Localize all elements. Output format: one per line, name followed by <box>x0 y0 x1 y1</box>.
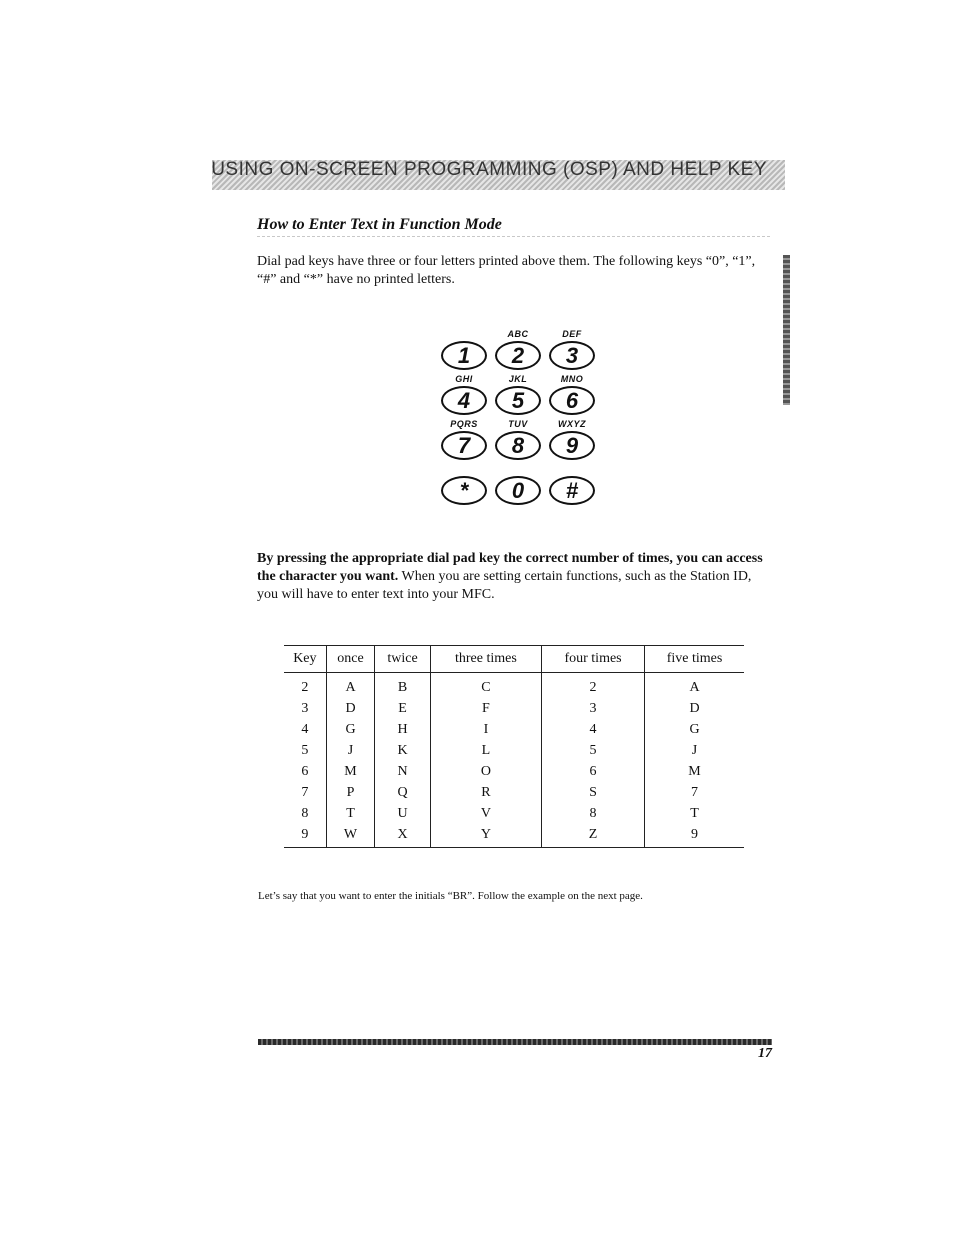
table-cell: 9 <box>284 824 326 848</box>
key-letters: WXYZ <box>558 419 586 429</box>
table-row <box>284 673 744 699</box>
table-cell: 2 <box>542 673 645 699</box>
table-cell: 3 <box>301 701 309 716</box>
table-cell: G <box>645 719 744 740</box>
table-cell: S <box>542 782 645 803</box>
key-letters: TUV <box>508 419 528 429</box>
column-header: three times <box>430 646 541 673</box>
table-row <box>284 719 744 740</box>
dial-pad <box>436 328 596 504</box>
table-cell: 5 <box>542 740 645 761</box>
bottom-rule <box>258 1039 772 1045</box>
key-hash[interactable] <box>544 463 600 503</box>
key-digit: 1 <box>441 341 487 370</box>
table-cell: K <box>375 740 430 761</box>
key-4[interactable] <box>436 373 492 413</box>
key-digit: 6 <box>549 386 595 415</box>
table-cell: C <box>430 673 541 699</box>
section-heading: How to Enter Text in Function Mode <box>257 216 770 237</box>
key-letters: PQRS <box>450 419 478 429</box>
table-cell: 8 <box>301 806 309 821</box>
key-digit: 7 <box>441 431 487 460</box>
column-header: twice <box>375 646 430 673</box>
key-letters <box>436 328 492 340</box>
table-cell: U <box>375 803 430 824</box>
table-cell: D <box>645 698 744 719</box>
footer-note: Let’s say that you want to enter the initials “BR”. Follow the example on the next page. <box>258 890 643 902</box>
table-cell: G <box>326 719 375 740</box>
table-cell: A <box>645 673 744 699</box>
table-cell: 4 <box>542 719 645 740</box>
key-digit: 3 <box>549 341 595 370</box>
table-cell: 8 <box>542 803 645 824</box>
table-cell: J <box>645 740 744 761</box>
key-letters: GHI <box>455 374 473 384</box>
intro-paragraph: Dial pad keys have three or four letters printed above them. The following keys “0”, “1”, “#” and “*” have no printed letters. <box>257 254 756 287</box>
table-cell: O <box>430 761 541 782</box>
key-letters: DEF <box>562 329 582 339</box>
instruction-bold: By pressing the appropriate dial pad key the correct number of times, you can access the character you want. <box>257 551 763 584</box>
key-letters <box>490 463 546 475</box>
character-table <box>284 645 744 848</box>
table-cell: W <box>326 824 375 848</box>
key-letters: JKL <box>508 374 528 384</box>
table-cell: V <box>430 803 541 824</box>
table-cell: 9 <box>645 824 744 848</box>
key-letters <box>436 463 492 475</box>
table-cell: B <box>375 673 430 699</box>
key-digit: 2 <box>495 341 541 370</box>
table-cell: J <box>326 740 375 761</box>
key-7[interactable] <box>436 418 492 458</box>
table-cell: Y <box>430 824 541 848</box>
key-letters: ABC <box>507 329 529 339</box>
table-cell: Z <box>542 824 645 848</box>
key-5[interactable] <box>490 373 546 413</box>
table-header-row <box>284 646 744 673</box>
table-row <box>284 698 744 719</box>
key-3[interactable] <box>544 328 600 368</box>
instruction-paragraph <box>257 550 772 604</box>
table-cell: D <box>326 698 375 719</box>
table-cell: F <box>430 698 541 719</box>
key-1[interactable] <box>436 328 492 368</box>
table-cell: 4 <box>301 722 309 737</box>
table-cell: Q <box>375 782 430 803</box>
column-header: four times <box>542 646 645 673</box>
table-cell: R <box>430 782 541 803</box>
table-cell: L <box>430 740 541 761</box>
table-row <box>284 761 744 782</box>
key-digit: * <box>441 476 487 505</box>
key-star[interactable] <box>436 463 492 503</box>
table-cell: 3 <box>542 698 645 719</box>
table-cell: A <box>326 673 375 699</box>
side-tab-marker <box>783 255 790 405</box>
table-cell: N <box>375 761 430 782</box>
table-row <box>284 803 744 824</box>
key-digit: 5 <box>495 386 541 415</box>
table-cell: T <box>645 803 744 824</box>
key-letters: MNO <box>560 374 584 384</box>
key-8[interactable] <box>490 418 546 458</box>
table-cell: 7 <box>645 782 744 803</box>
table-cell: X <box>375 824 430 848</box>
key-digit: # <box>549 476 595 505</box>
table-cell: M <box>326 761 375 782</box>
key-digit: 9 <box>549 431 595 460</box>
key-letters <box>544 463 600 475</box>
table-cell: 5 <box>301 743 309 758</box>
header-title: USING ON-SCREEN PROGRAMMING (OSP) AND HELP KEY <box>211 159 767 180</box>
table-row <box>284 782 744 803</box>
table-cell: T <box>326 803 375 824</box>
page-number: 17 <box>758 1046 772 1061</box>
table-cell: 6 <box>542 761 645 782</box>
key-2[interactable] <box>490 328 546 368</box>
table-cell: H <box>375 719 430 740</box>
key-9[interactable] <box>544 418 600 458</box>
column-header: five times <box>645 646 744 673</box>
header-band <box>212 160 785 190</box>
table-cell: M <box>645 761 744 782</box>
column-header: Key <box>284 646 326 673</box>
table-cell: 7 <box>301 785 309 800</box>
table-cell: E <box>375 698 430 719</box>
key-digit: 0 <box>495 476 541 505</box>
instruction-normal: When you are setting certain functions, such as the Station ID, you will have to enter text into your MFC. <box>257 569 752 602</box>
key-digit: 8 <box>495 431 541 460</box>
key-0[interactable] <box>490 463 546 503</box>
table-cell: P <box>326 782 375 803</box>
table-cell: 2 <box>301 680 309 695</box>
table-cell: I <box>430 719 541 740</box>
column-header: once <box>326 646 375 673</box>
table-row <box>284 740 744 761</box>
table-row <box>284 824 744 848</box>
key-digit: 4 <box>441 386 487 415</box>
key-6[interactable] <box>544 373 600 413</box>
table-cell: 6 <box>301 764 309 779</box>
